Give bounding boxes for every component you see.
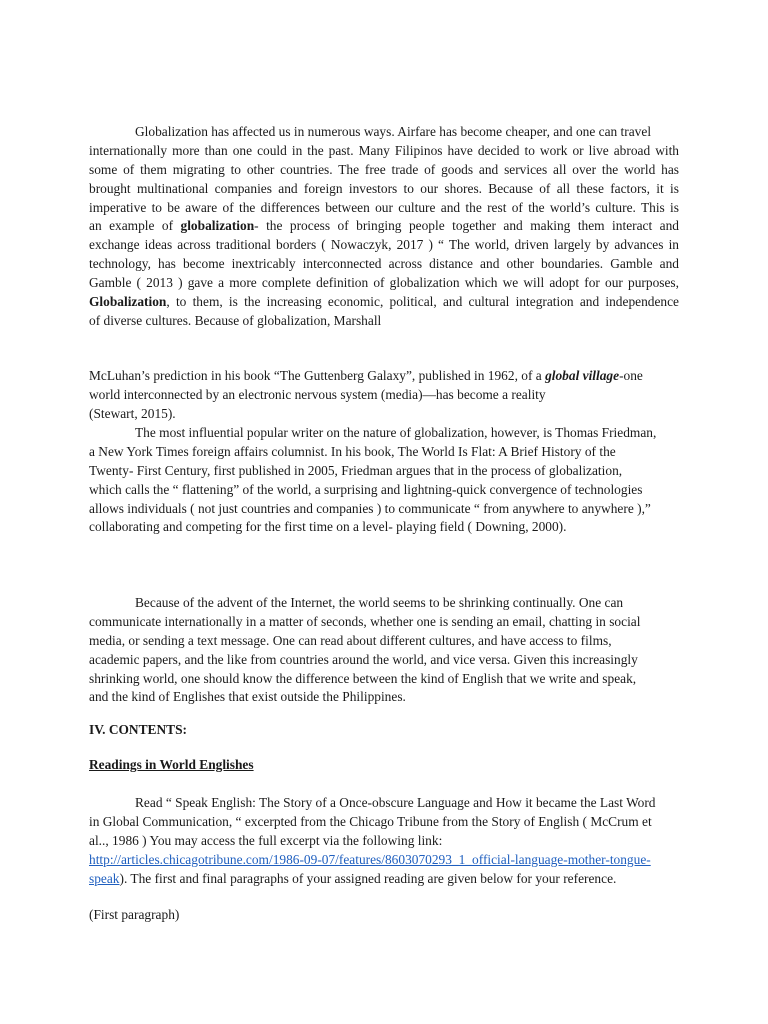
text-line [89, 851, 679, 870]
text-line [89, 870, 679, 889]
text-line: Gamble ( 2013 ) gave a more complete definition of globalization which we will adopt for our purposes, [89, 275, 679, 291]
text-line: academic papers, and the like from countries around the world, and vice versa. Given this increasingly [89, 651, 638, 667]
subheading-readings: Readings in World Englishes [89, 757, 254, 772]
text-line: brought multinational companies and foreign investors to our shores. Because of all these factors, it is [89, 180, 679, 196]
text-line: Read “ Speak English: The Story of a Once-obscure Language and How it became the Last Word [135, 795, 656, 810]
text-segment: -one [619, 368, 643, 383]
text-segment: McLuhan’s prediction in his book “The Guttenberg Galaxy”, published in 1962, of a [89, 368, 546, 383]
bold-italic-term-global-village: global village [545, 368, 620, 383]
text-line: The most influential popular writer on the nature of globalization, however, is Thomas Friedman, [135, 425, 657, 440]
text-line: a New York Times foreign affairs columnist. In his book, The World Is Flat: A Brief History of the [89, 443, 616, 459]
text-line: Twenty- First Century, first published in 2005, Friedman argues that in the process of globalization, [89, 462, 623, 478]
text-line: Globalization has affected us in numerous ways. Airfare has become cheaper, and one can travel [135, 124, 652, 139]
article-link[interactable]: http://articles.chicagotribune.com/1986-09-07/features/8603070293_1_official-language-mother-tongue- [89, 851, 651, 867]
paragraph-mcluhan [89, 367, 679, 424]
text-line: and the kind of Englishes that exist outside the Philippines. [89, 689, 406, 705]
text-line: of diverse cultures. Because of globalization, Marshall [89, 312, 382, 328]
first-paragraph-label: (First paragraph) [89, 907, 180, 922]
text-line [89, 217, 679, 236]
section-heading-contents: IV. CONTENTS: [89, 722, 187, 737]
text-line: technology, has become inextricably interconnected across distance and other boundaries. Gamble and [89, 256, 679, 272]
text-segment: , to them, is the increasing economic, political, and cultural integration and independence [166, 294, 679, 310]
text-line: in Global Communication, “ excerpted from the Chicago Tribune from the Story of English ( McCrum et [89, 813, 652, 829]
text-segment: ). The first and final paragraphs of your assigned reading are given below for your reference. [119, 870, 617, 886]
text-segment: - the process of bringing people together and making them interact and [254, 218, 679, 234]
text-segment: an example of [89, 218, 181, 234]
bold-term-globalization-definition: Globalization [89, 294, 167, 310]
paragraph-internet [89, 594, 679, 707]
text-line [89, 293, 679, 312]
article-link-continued[interactable]: speak [89, 870, 120, 886]
text-line: communicate internationally in a matter of seconds, whether one is sending an email, chatting in social [89, 613, 641, 629]
text-line: imperative to be aware of the differences between our culture and the rest of the world’s culture. This is [89, 199, 679, 215]
text-line: shrinking world, one should know the difference between the kind of English that we write and speak, [89, 670, 637, 686]
text-line [89, 367, 679, 386]
text-line: al.., 1986 ) You may access the full excerpt via the following link: [89, 832, 443, 848]
bold-term-globalization: globalization [180, 218, 255, 234]
text-line: some of them migrating to other countries. The free trade of goods and services all over the world has [89, 161, 679, 177]
text-line: exchange ideas across traditional borders ( Nowaczyk, 2017 ) “ The world, driven largely by advances in [89, 237, 679, 253]
text-line: Because of the advent of the Internet, the world seems to be shrinking continually. One can [135, 595, 624, 610]
text-line: world interconnected by an electronic nervous system (media)—has become a reality [89, 386, 546, 402]
text-line: collaborating and competing for the first time on a level- playing field ( Downing, 2000). [89, 519, 567, 535]
paragraph-friedman [89, 424, 679, 537]
text-line: internationally more than one could in the past. Many Filipinos have decided to work or live abroad with [89, 142, 679, 158]
text-line: media, or sending a text message. One can read about different cultures, and have access to films, [89, 632, 612, 648]
paragraph-globalization [89, 123, 679, 331]
text-line: allows individuals ( not just countries and companies ) to communicate “ from anywhere to anywhere ),” [89, 500, 651, 516]
paragraph-reading-assignment [89, 794, 679, 888]
text-line: (Stewart, 2015). [89, 405, 176, 421]
text-line: which calls the “ flattening” of the world, a surprising and lightning-quick convergence of technologies [89, 481, 643, 497]
